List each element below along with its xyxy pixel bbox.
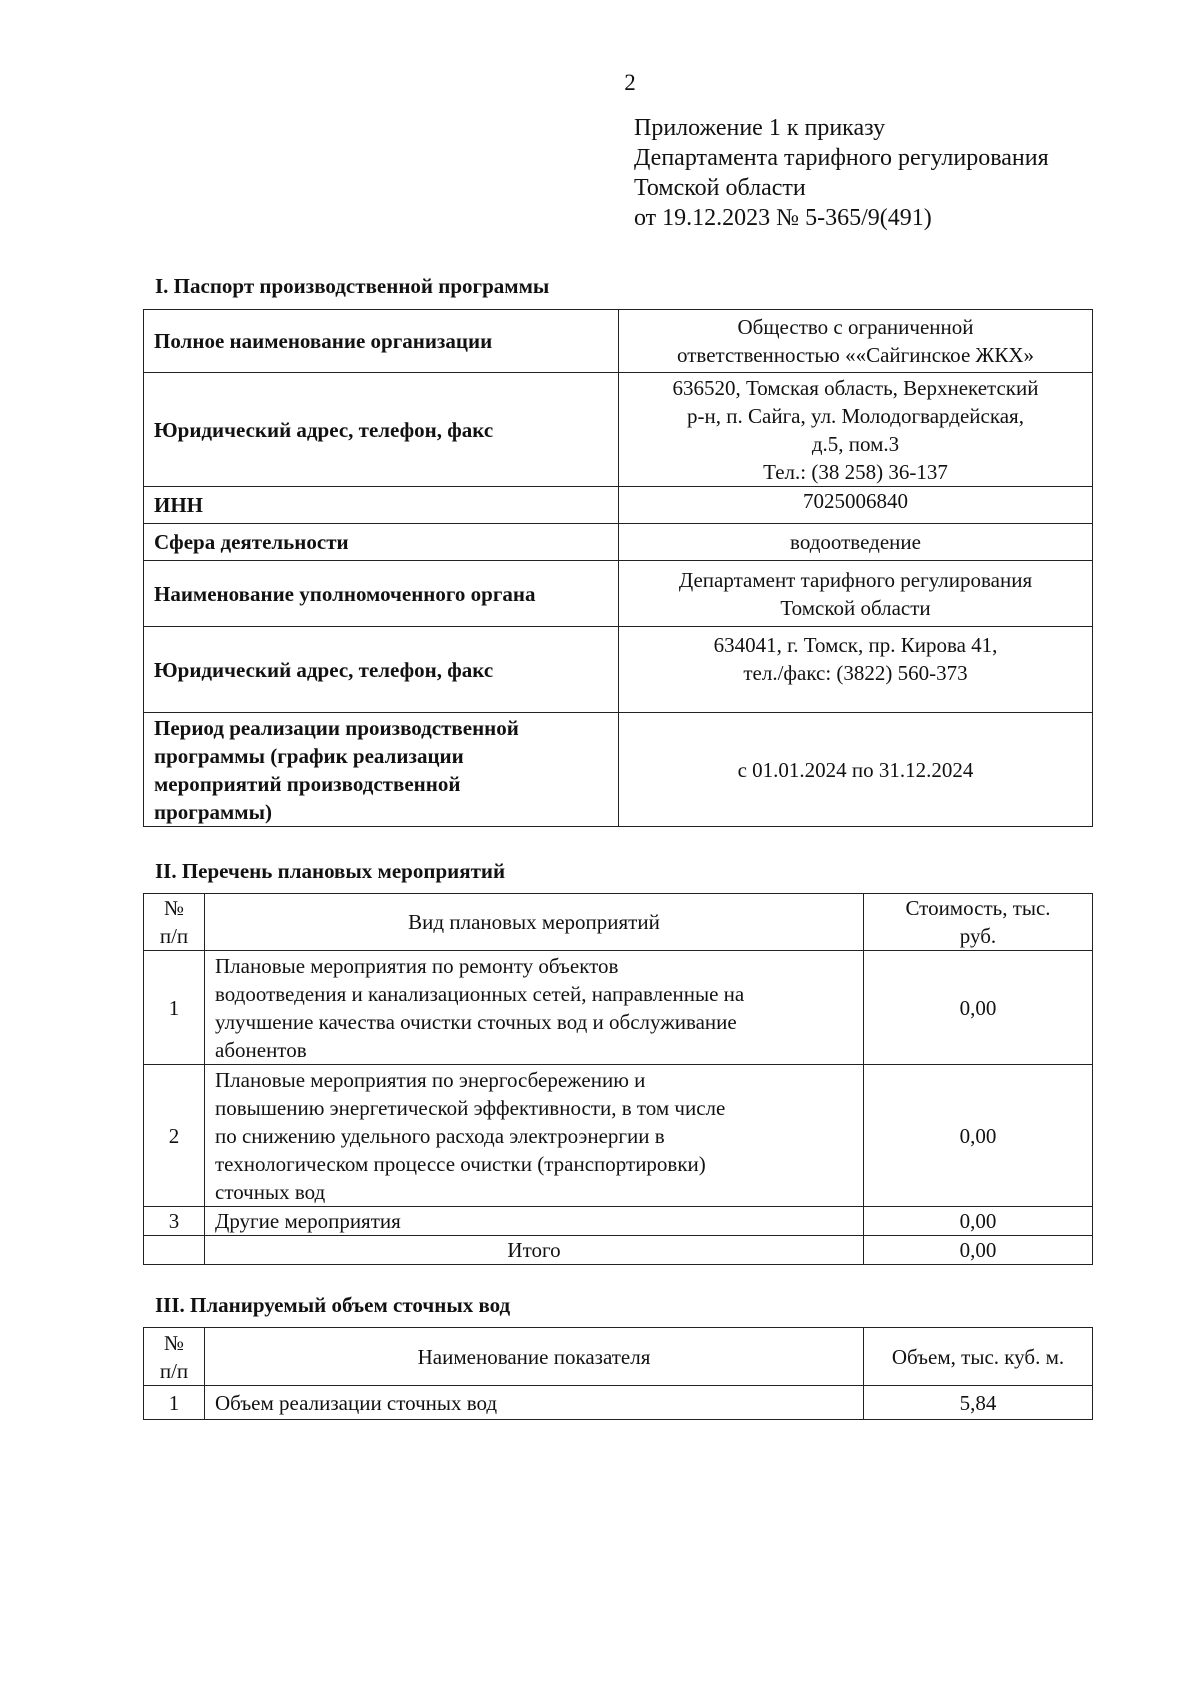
passport-table — [143, 309, 1093, 827]
row-num: 3 — [144, 1207, 205, 1236]
total-cost: 0,00 — [864, 1236, 1093, 1265]
table-row — [144, 561, 1093, 627]
measures-table — [143, 893, 1093, 1265]
row-value: 7025006840 — [619, 487, 1093, 524]
table-row — [144, 1207, 1093, 1236]
section2-title: II. Перечень плановых мероприятий — [155, 859, 506, 883]
section1-title: I. Паспорт производственной программы — [155, 274, 550, 298]
table-total-row — [144, 1236, 1093, 1265]
table-header-row — [144, 1328, 1093, 1386]
row-cost: 0,00 — [864, 951, 1093, 1065]
total-empty-cell — [144, 1236, 205, 1265]
appendix-line: от 19.12.2023 № 5-365/9(491) — [634, 205, 932, 231]
row-label: Период реализации производственной программы (график реализации мероприятий производственной программы) — [144, 713, 619, 827]
row-label: Полное наименование организации — [144, 310, 619, 373]
table-row — [144, 951, 1093, 1065]
row-label: Юридический адрес, телефон, факс — [144, 627, 619, 713]
row-name: Другие мероприятия — [205, 1207, 864, 1236]
header-num: № п/п — [144, 894, 205, 951]
row-name: Плановые мероприятия по энергосбережению и повышению энергетической эффективности, в том числе по снижению удельного расхода электроэнергии в технологическом процессе очистки (транспортировки) сточных вод — [205, 1065, 864, 1207]
header-name: Наименование показателя — [205, 1328, 864, 1386]
table-row — [144, 524, 1093, 561]
header-volume: Объем, тыс. куб. м. — [864, 1328, 1093, 1386]
row-num: 2 — [144, 1065, 205, 1207]
table-header-row — [144, 894, 1093, 951]
table-row — [144, 310, 1093, 373]
table-row — [144, 373, 1093, 487]
header-cost: Стоимость, тыс. руб. — [864, 894, 1093, 951]
row-cost: 0,00 — [864, 1065, 1093, 1207]
row-label: Сфера деятельности — [144, 524, 619, 561]
appendix-line: Приложение 1 к приказу — [634, 115, 886, 141]
row-value: Общество с ограниченной ответственностью ««Сайгинское ЖКХ» — [619, 310, 1093, 373]
section3-title: III. Планируемый объем сточных вод — [155, 1293, 511, 1317]
header-name: Вид плановых мероприятий — [205, 894, 864, 951]
row-num: 1 — [144, 951, 205, 1065]
row-value: водоотведение — [619, 524, 1093, 561]
appendix-line: Департамента тарифного регулирования — [634, 145, 1049, 171]
row-value: с 01.01.2024 по 31.12.2024 — [619, 713, 1093, 827]
row-label: ИНН — [144, 487, 619, 524]
table-row — [144, 627, 1093, 713]
table-row — [144, 1386, 1093, 1420]
row-label: Юридический адрес, телефон, факс — [144, 373, 619, 487]
row-num: 1 — [144, 1386, 205, 1420]
table-row — [144, 1065, 1093, 1207]
row-cost: 0,00 — [864, 1207, 1093, 1236]
table-row — [144, 487, 1093, 524]
total-label: Итого — [205, 1236, 864, 1265]
header-num: № п/п — [144, 1328, 205, 1386]
volume-table — [143, 1327, 1093, 1420]
table-row — [144, 713, 1093, 827]
row-name: Плановые мероприятия по ремонту объектов водоотведения и канализационных сетей, направленные на улучшение качества очистки сточных вод и обслуживание абонентов — [205, 951, 864, 1065]
row-value: 636520, Томская область, Верхнекетский р-н, п. Сайга, ул. Молодогвардейская, д.5, пом.3 Тел.: (38 258) 36-137 — [619, 373, 1093, 487]
row-name: Объем реализации сточных вод — [205, 1386, 864, 1420]
appendix-header — [634, 113, 1049, 233]
page-number: 2 — [624, 70, 636, 95]
row-value: Департамент тарифного регулирования Томской области — [619, 561, 1093, 627]
row-value: 634041, г. Томск, пр. Кирова 41, тел./факс: (3822) 560-373 — [619, 627, 1093, 713]
row-label: Наименование уполномоченного органа — [144, 561, 619, 627]
row-volume: 5,84 — [864, 1386, 1093, 1420]
appendix-line: Томской области — [634, 175, 806, 201]
